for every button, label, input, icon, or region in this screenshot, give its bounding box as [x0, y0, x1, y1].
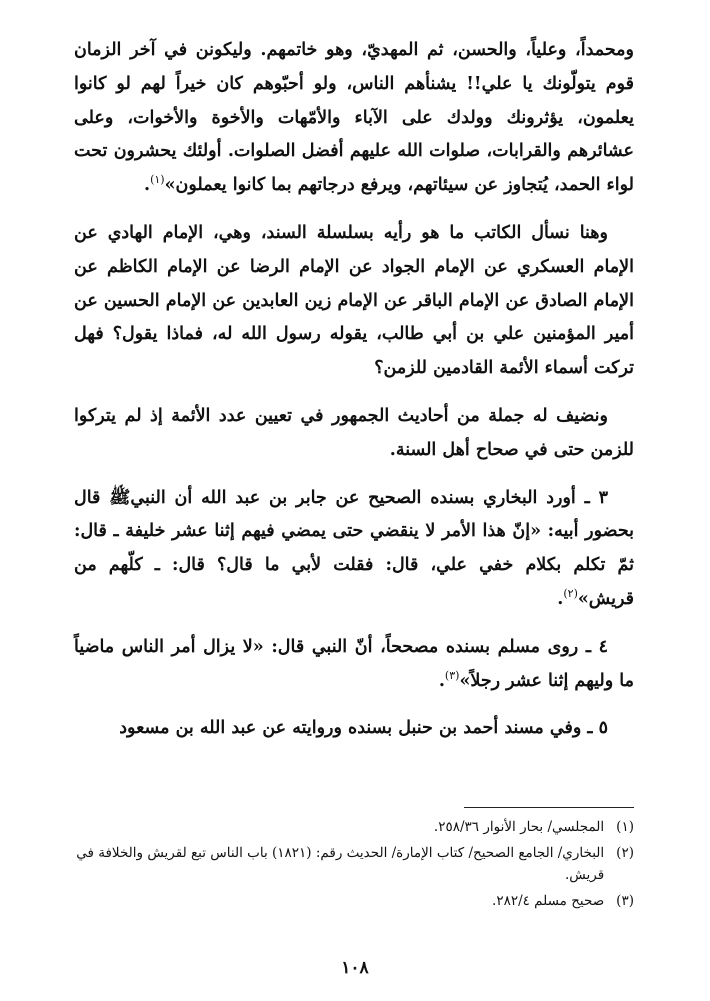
page-number: ١٠٨ — [341, 958, 369, 978]
footnotes — [74, 816, 634, 916]
paragraph-5 — [74, 631, 634, 699]
paragraph-2-text: وهنا نسأل الكاتب ما هو رأيه بسلسلة السند، وهي، الإمام الهادي عن الإمام العسكري عن الإمام الجواد عن الإمام الرضا عن الإمام الكاظم عن الإمام الصادق عن الإمام الباقر عن الإمام زين العابدين عن الإمام الحسين عن أمير المؤمنين علي بن أبي طالب، يقوله رسول الله له، فماذا يقول؟ فهل تركت أسماء الأئمة القادمين للزمن؟ — [74, 222, 634, 379]
footnote-ref-3[interactable]: (٣) — [444, 668, 460, 682]
paragraph-6 — [74, 712, 634, 746]
paragraph-4-text: ٣ ـ أورد البخاري بسنده الصحيح عن جابر بن عبد الله أن النبيﷺ قال بحضور أبيه: «إنّ هذا الأمر لا ينقضي حتى يمضي فيهم إثنا عشر خليفة ـ قال: ثمّ تكلم بكلام خفي علي، قال: فقلت لأبي ما قال؟ قال: ـ كلّهم من قريش» — [74, 487, 634, 609]
footnote-number: (١) — [616, 819, 634, 835]
paragraph-5-tail: . — [438, 670, 445, 691]
paragraph-1 — [74, 34, 634, 203]
footnote-2 — [74, 842, 634, 886]
footnote-1 — [74, 816, 634, 838]
paragraph-6-text: ٥ ـ وفي مسند أحمد بن حنبل بسنده وروايته عن عبد الله بن مسعود — [119, 718, 608, 739]
footnote-ref-1[interactable]: (١) — [150, 173, 165, 187]
paragraph-5-text: ٤ ـ روى مسلم بسنده مصححاً، أنّ النبي قال: «لا يزال أمر الناس ماضياً ما وليهم إثنا عشر رجلاً» — [74, 636, 634, 691]
paragraph-1-tail: . — [143, 175, 151, 196]
footnote-number: (٣) — [616, 893, 634, 909]
paragraph-4-tail: . — [557, 588, 564, 609]
footnote-divider — [464, 807, 634, 808]
paragraph-4 — [74, 482, 634, 617]
paragraph-3 — [74, 400, 634, 468]
paragraph-3-text: ونضيف له جملة من أحاديث الجمهور في تعيين عدد الأئمة إذ لم يتركوا للزمن حتى في صحاح أهل السنة. — [74, 405, 634, 460]
footnote-text: صحيح مسلم ٢٨٢/٤. — [492, 893, 605, 909]
footnote-number: (٢) — [616, 845, 634, 861]
paragraph-2 — [74, 217, 634, 386]
footnote-3 — [74, 890, 634, 912]
footnote-text: البخاري/ الجامع الصحيح/ كتاب الإمارة/ الحديث رقم: (١٨٢١) باب الناس تبع لقريش والخلافة في قريش. — [76, 845, 605, 883]
paragraph-1-text: ومحمداً، وعلياً، والحسن، ثم المهديّ، وهو خاتمهم. وليكونن في آخر الزمان قوم يتولّونك يا علي!! يشنأهم الناس، ولو أحبّوهم كان خيراً لهم لو كانوا يعلمون، يؤثرونك وولدك على الآباء والأمّهات والأخوة والأخوات، وعلى عشائرهم والقرابات، صلوات الله عليهم أفضل الصلوات. أولئك يحشرون تحت لواء الحمد، يُتجاوز عن سيئاتهم، ويرفع درجاتهم بما كانوا يعملون» — [74, 40, 634, 196]
footnote-ref-2[interactable]: (٢) — [563, 587, 578, 601]
main-text — [74, 34, 634, 760]
footnote-text: المجلسي/ بحار الأنوار ٢٥٨/٣٦. — [433, 819, 605, 835]
